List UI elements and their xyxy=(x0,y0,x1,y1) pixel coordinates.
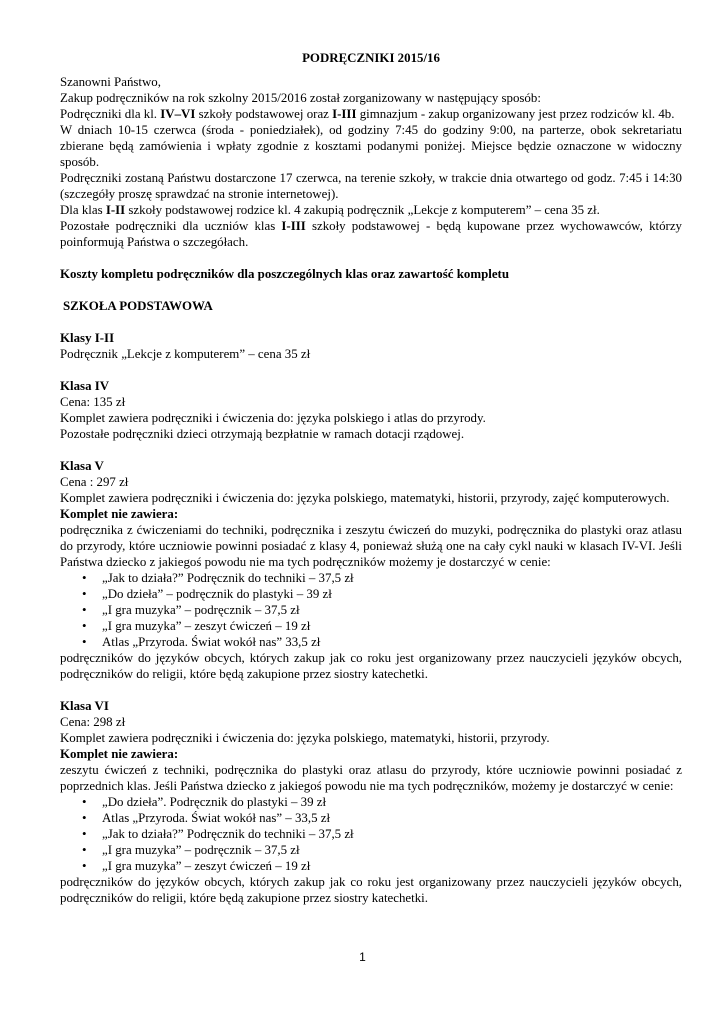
text-span: Pozostałe podręczniki dla uczniów klas xyxy=(60,219,282,233)
bold-span: I-II xyxy=(105,203,126,217)
list-item: • Atlas „Przyroda. Świat wokół nas” 33,5 zł xyxy=(102,634,682,650)
document-page xyxy=(60,50,682,906)
list-item: • „Jak to działa?” Podręcznik do techniki – 37,5 zł xyxy=(102,826,682,842)
page-number: 1 xyxy=(359,950,366,964)
school-heading: SZKOŁA PODSTAWOWA xyxy=(63,299,213,313)
klasa-5-not-included-text: podręcznika z ćwiczeniami do techniki, podręcznika i zeszytu ćwiczeń do muzyki, podręcznika do plastyki oraz atlasu do przyrody, które uczniowie powinni posiadać z klasy 4, ponieważ służą one na cały cykl nauki w klasach IV-VI. Jeśli Państwa dziecko z jakiegoś powodu nie ma tych podręczników możemy je dostarczyć w cenie: xyxy=(60,523,682,569)
text-span: szkoły podstawowej rodzice kl. 4 zakupią podręcznik „Lekcje z komputerem” – cena 35 zł. xyxy=(125,203,600,217)
klasa-6-not-included-text: zeszytu ćwiczeń z techniki, podręcznika do plastyki oraz atlasu do przyrody, które uczniowie powinni posiadać z poprzednich klas. Jeśli Państwa dziecko z jakiegoś powodu nie ma tych podręczników, możemy je dostarczyć w cenie: xyxy=(60,763,682,793)
klasa-4-note: Pozostałe podręczniki dzieci otrzymają bezpłatnie w ramach dotacji rządowej. xyxy=(60,427,465,441)
intro-line-5 xyxy=(60,202,682,218)
klasa-5-footer: podręczników do języków obcych, których zakup jak co roku jest organizowany przez nauczycieli języków obcych, podręczników do religii, które będą zakupione przez siostry katechetki. xyxy=(60,651,682,681)
costs-heading: Koszty kompletu podręczników dla poszczególnych klas oraz zawartość kompletu xyxy=(60,267,510,281)
klasa-5-contents: Komplet zawiera podręczniki i ćwiczenia do: języka polskiego, matematyki, historii, przyrody, zajęć komputerowych. xyxy=(60,491,670,505)
klasy-1-2-text: Podręcznik „Lekcje z komputerem” – cena 35 zł xyxy=(60,347,311,361)
spacer xyxy=(60,250,682,266)
text-span: szkoły podstawowej - będą kupowane przez wychowawców, którzy poinformują Państwa o szczegółach. xyxy=(60,219,682,249)
spacer xyxy=(60,314,682,330)
spacer xyxy=(60,442,682,458)
list-item: • Atlas „Przyroda. Świat wokół nas” – 33,5 zł xyxy=(102,810,682,826)
klasy-1-2-heading: Klasy I-II xyxy=(60,331,115,345)
intro-line-6 xyxy=(60,218,682,250)
klasa-5-heading: Klasa V xyxy=(60,459,104,473)
klasa-6-not-included-heading: Komplet nie zawiera: xyxy=(60,747,179,761)
bold-span: I-III xyxy=(332,107,357,121)
spacer xyxy=(60,282,682,298)
klasa-5-not-included-heading: Komplet nie zawiera: xyxy=(60,507,179,521)
bold-span: I-III xyxy=(281,219,306,233)
klasa-6-items-list xyxy=(60,794,682,874)
text-span: Dla klas xyxy=(60,203,106,217)
klasa-4-contents: Komplet zawiera podręczniki i ćwiczenia do: języka polskiego i atlas do przyrody. xyxy=(60,411,486,425)
text-span: gimnazjum - zakup organizowany jest przez rodziców kl. 4b. xyxy=(356,107,675,121)
intro-line-3: W dniach 10-15 czerwca (środa - poniedziałek), od godziny 7:45 do godziny 9:00, na parterze, obok sekretariatu zbierane będą zamówienia i wpłaty zgodnie z kosztami podanymi poniżej. Miejsce będzie oznaczone w widoczny sposób. xyxy=(60,123,682,169)
list-item: • „I gra muzyka” – podręcznik – 37,5 zł xyxy=(102,842,682,858)
klasa-5-items-list xyxy=(60,570,682,650)
spacer xyxy=(60,682,682,698)
klasa-4-price: Cena: 135 zł xyxy=(60,395,126,409)
klasa-6-price: Cena: 298 zł xyxy=(60,715,126,729)
list-item: • „I gra muzyka” – podręcznik – 37,5 zł xyxy=(102,602,682,618)
intro-line-4: Podręczniki zostaną Państwu dostarczone 17 czerwca, na terenie szkoły, w trakcie dnia otwartego od godz. 7:45 i 14:30 (szczegóły proszę sprawdzać na stronie internetowej). xyxy=(60,171,682,201)
text-span: Podręczniki dla kl. xyxy=(60,107,161,121)
klasa-6-contents: Komplet zawiera podręczniki i ćwiczenia do: języka polskiego, matematyki, historii, przyrody. xyxy=(60,731,550,745)
klasa-5-price: Cena : 297 zł xyxy=(60,475,129,489)
klasa-6-footer: podręczników do języków obcych, których zakup jak co roku jest organizowany przez nauczycieli języków obcych, podręczników do religii, które będą zakupione przez siostry katechetki. xyxy=(60,875,682,905)
klasa-6-heading: Klasa VI xyxy=(60,699,109,713)
document-title: PODRĘCZNIKI 2015/16 xyxy=(302,51,440,65)
list-item: • „Jak to działa?” Podręcznik do techniki – 37,5 zł xyxy=(102,570,682,586)
text-span: szkoły podstawowej oraz xyxy=(195,107,333,121)
intro-line-2 xyxy=(60,106,682,122)
spacer xyxy=(60,66,682,74)
greeting: Szanowni Państwo, xyxy=(60,75,161,89)
bold-span: IV–VI xyxy=(160,107,196,121)
list-item: • „Do dzieła” – podręcznik do plastyki – 39 zł xyxy=(102,586,682,602)
list-item: • „Do dzieła”. Podręcznik do plastyki – 39 zł xyxy=(102,794,682,810)
list-item: • „I gra muzyka” – zeszyt ćwiczeń – 19 zł xyxy=(102,858,682,874)
intro-line-1: Zakup podręczników na rok szkolny 2015/2016 został zorganizowany w następujący sposób: xyxy=(60,91,541,105)
spacer xyxy=(60,362,682,378)
list-item: • „I gra muzyka” – zeszyt ćwiczeń – 19 zł xyxy=(102,618,682,634)
klasa-4-heading: Klasa IV xyxy=(60,379,110,393)
